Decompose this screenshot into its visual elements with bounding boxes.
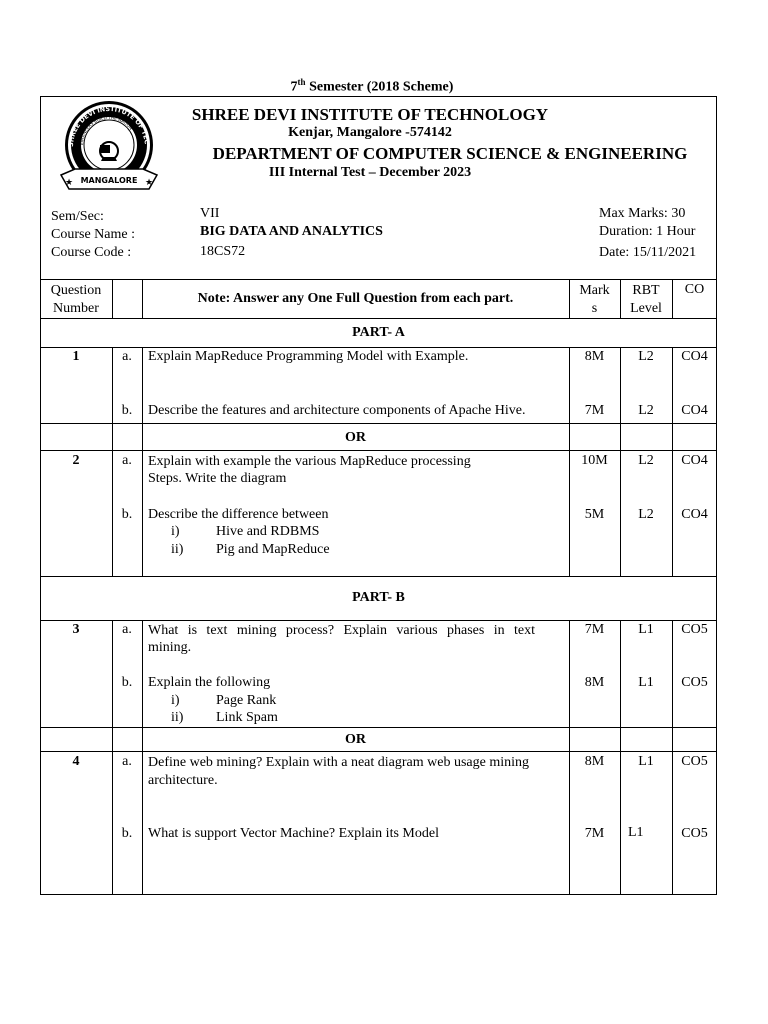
institute-address: Kenjar, Mangalore -574142 bbox=[288, 125, 452, 140]
course-code-value: 18CS72 bbox=[200, 244, 246, 259]
sem-label: Sem/Sec: bbox=[51, 209, 104, 224]
max-marks: Max Marks: 30 bbox=[599, 206, 686, 221]
marks-header: Mark s bbox=[579, 283, 610, 316]
question-number: 4 bbox=[72, 754, 80, 769]
marks-value: 7M bbox=[584, 826, 605, 841]
list-text: Pig and MapReduce bbox=[216, 542, 330, 557]
or-separator: OR bbox=[345, 430, 366, 445]
header-row-border bbox=[40, 318, 717, 319]
svg-text:★: ★ bbox=[64, 177, 74, 187]
rbt-level-header: RBT Level bbox=[630, 283, 662, 316]
marks-value: 8M bbox=[584, 754, 605, 769]
course-code-label: Course Code : bbox=[51, 245, 132, 260]
institute-name: SHREE DEVI INSTITUTE OF TECHNOLOGY bbox=[191, 105, 549, 124]
sub-question-label: a. bbox=[122, 622, 132, 637]
test-title: III Internal Test – December 2023 bbox=[268, 165, 472, 180]
question-text: Explain MapReduce Programming Model with Example. bbox=[148, 349, 469, 364]
part-a-heading: PART- A bbox=[352, 325, 405, 340]
sub-question-label: a. bbox=[122, 453, 132, 468]
svg-text:MANGALORE: MANGALORE bbox=[80, 176, 138, 185]
marks-value: 5M bbox=[584, 507, 605, 522]
question-text: What is text mining process? Explain various phases in text mining. bbox=[148, 623, 535, 655]
co-value: CO5 bbox=[681, 622, 708, 637]
marks-value: 10M bbox=[581, 453, 608, 468]
question-number: 1 bbox=[72, 349, 80, 364]
rbt-value: L1 bbox=[638, 622, 654, 637]
sub-question-label: b. bbox=[121, 507, 133, 522]
svg-text:ENGINEERS BUILD THE NATION: ENGINEERS BUILD THE NATION bbox=[78, 114, 134, 146]
co-value: CO5 bbox=[681, 754, 708, 769]
marks-value: 8M bbox=[584, 675, 605, 690]
list-number: i) bbox=[171, 693, 180, 708]
col-divider bbox=[142, 347, 143, 576]
part-b-heading: PART- B bbox=[352, 590, 405, 605]
marks-value: 7M bbox=[584, 403, 605, 418]
sub-question-label: a. bbox=[122, 349, 132, 364]
or-separator: OR bbox=[345, 732, 366, 747]
sub-question-label: a. bbox=[122, 754, 132, 769]
co-value: CO4 bbox=[681, 453, 708, 468]
rbt-value: L1 bbox=[638, 675, 654, 690]
question-text: What is support Vector Machine? Explain its Model bbox=[148, 826, 439, 841]
list-number: ii) bbox=[171, 542, 184, 557]
svg-text:★: ★ bbox=[144, 177, 154, 187]
question-number: 2 bbox=[72, 453, 80, 468]
course-name-value: BIG DATA AND ANALYTICS bbox=[200, 224, 383, 239]
course-name-label: Course Name : bbox=[51, 227, 135, 242]
list-number: ii) bbox=[171, 710, 184, 725]
co-value: CO5 bbox=[681, 826, 708, 841]
question-text: Describe the difference between bbox=[148, 507, 329, 522]
co-value: CO4 bbox=[681, 349, 708, 364]
question-text: Explain the following bbox=[148, 675, 271, 690]
list-text: Page Rank bbox=[216, 693, 277, 708]
co-header: CO bbox=[684, 282, 705, 297]
question-text: Describe the features and architecture components of Apache Hive. bbox=[148, 403, 526, 418]
list-text: Link Spam bbox=[216, 710, 278, 725]
svg-text:SHREE DEVI INSTITUTE OF TECHNO: SHREE DEVI INSTITUTE OF TEC bbox=[66, 104, 151, 148]
rbt-value: L2 bbox=[638, 349, 654, 364]
col-divider bbox=[112, 279, 113, 318]
rbt-value: L2 bbox=[638, 507, 654, 522]
col-divider bbox=[142, 620, 143, 895]
co-value: CO4 bbox=[681, 403, 708, 418]
exam-date: Date: 15/11/2021 bbox=[599, 245, 697, 260]
marks-value: 7M bbox=[584, 622, 605, 637]
sub-question-label: b. bbox=[121, 675, 133, 690]
rbt-value: L2 bbox=[638, 403, 654, 418]
list-text: Hive and RDBMS bbox=[216, 524, 320, 539]
co-value: CO5 bbox=[681, 675, 708, 690]
department-name: DEPARTMENT OF COMPUTER SCIENCE & ENGINEERING bbox=[212, 144, 688, 163]
institute-logo bbox=[53, 99, 165, 195]
rbt-value: L2 bbox=[638, 453, 654, 468]
rbt-value: L1 bbox=[638, 754, 654, 769]
sub-question-label: b. bbox=[121, 403, 133, 418]
semester-line: 7th Semester (2018 Scheme) bbox=[290, 77, 454, 95]
q2-row-border bbox=[40, 576, 717, 577]
question-number-header: Question Number bbox=[50, 283, 102, 316]
instruction-note: Note: Answer any One Full Question from each part. bbox=[197, 291, 514, 306]
co-value: CO4 bbox=[681, 507, 708, 522]
list-number: i) bbox=[171, 524, 180, 539]
sem-value: VII bbox=[200, 206, 220, 221]
question-number: 3 bbox=[72, 622, 80, 637]
question-text: Define web mining? Explain with a neat diagram web usage mining architecture. bbox=[148, 755, 530, 788]
duration: Duration: 1 Hour bbox=[599, 224, 696, 239]
question-text: Explain with example the various MapReduce processing Steps. Write the diagram bbox=[148, 454, 471, 486]
marks-value: 8M bbox=[584, 349, 605, 364]
sub-question-label: b. bbox=[121, 826, 133, 841]
rbt-value: L1 bbox=[628, 825, 644, 840]
